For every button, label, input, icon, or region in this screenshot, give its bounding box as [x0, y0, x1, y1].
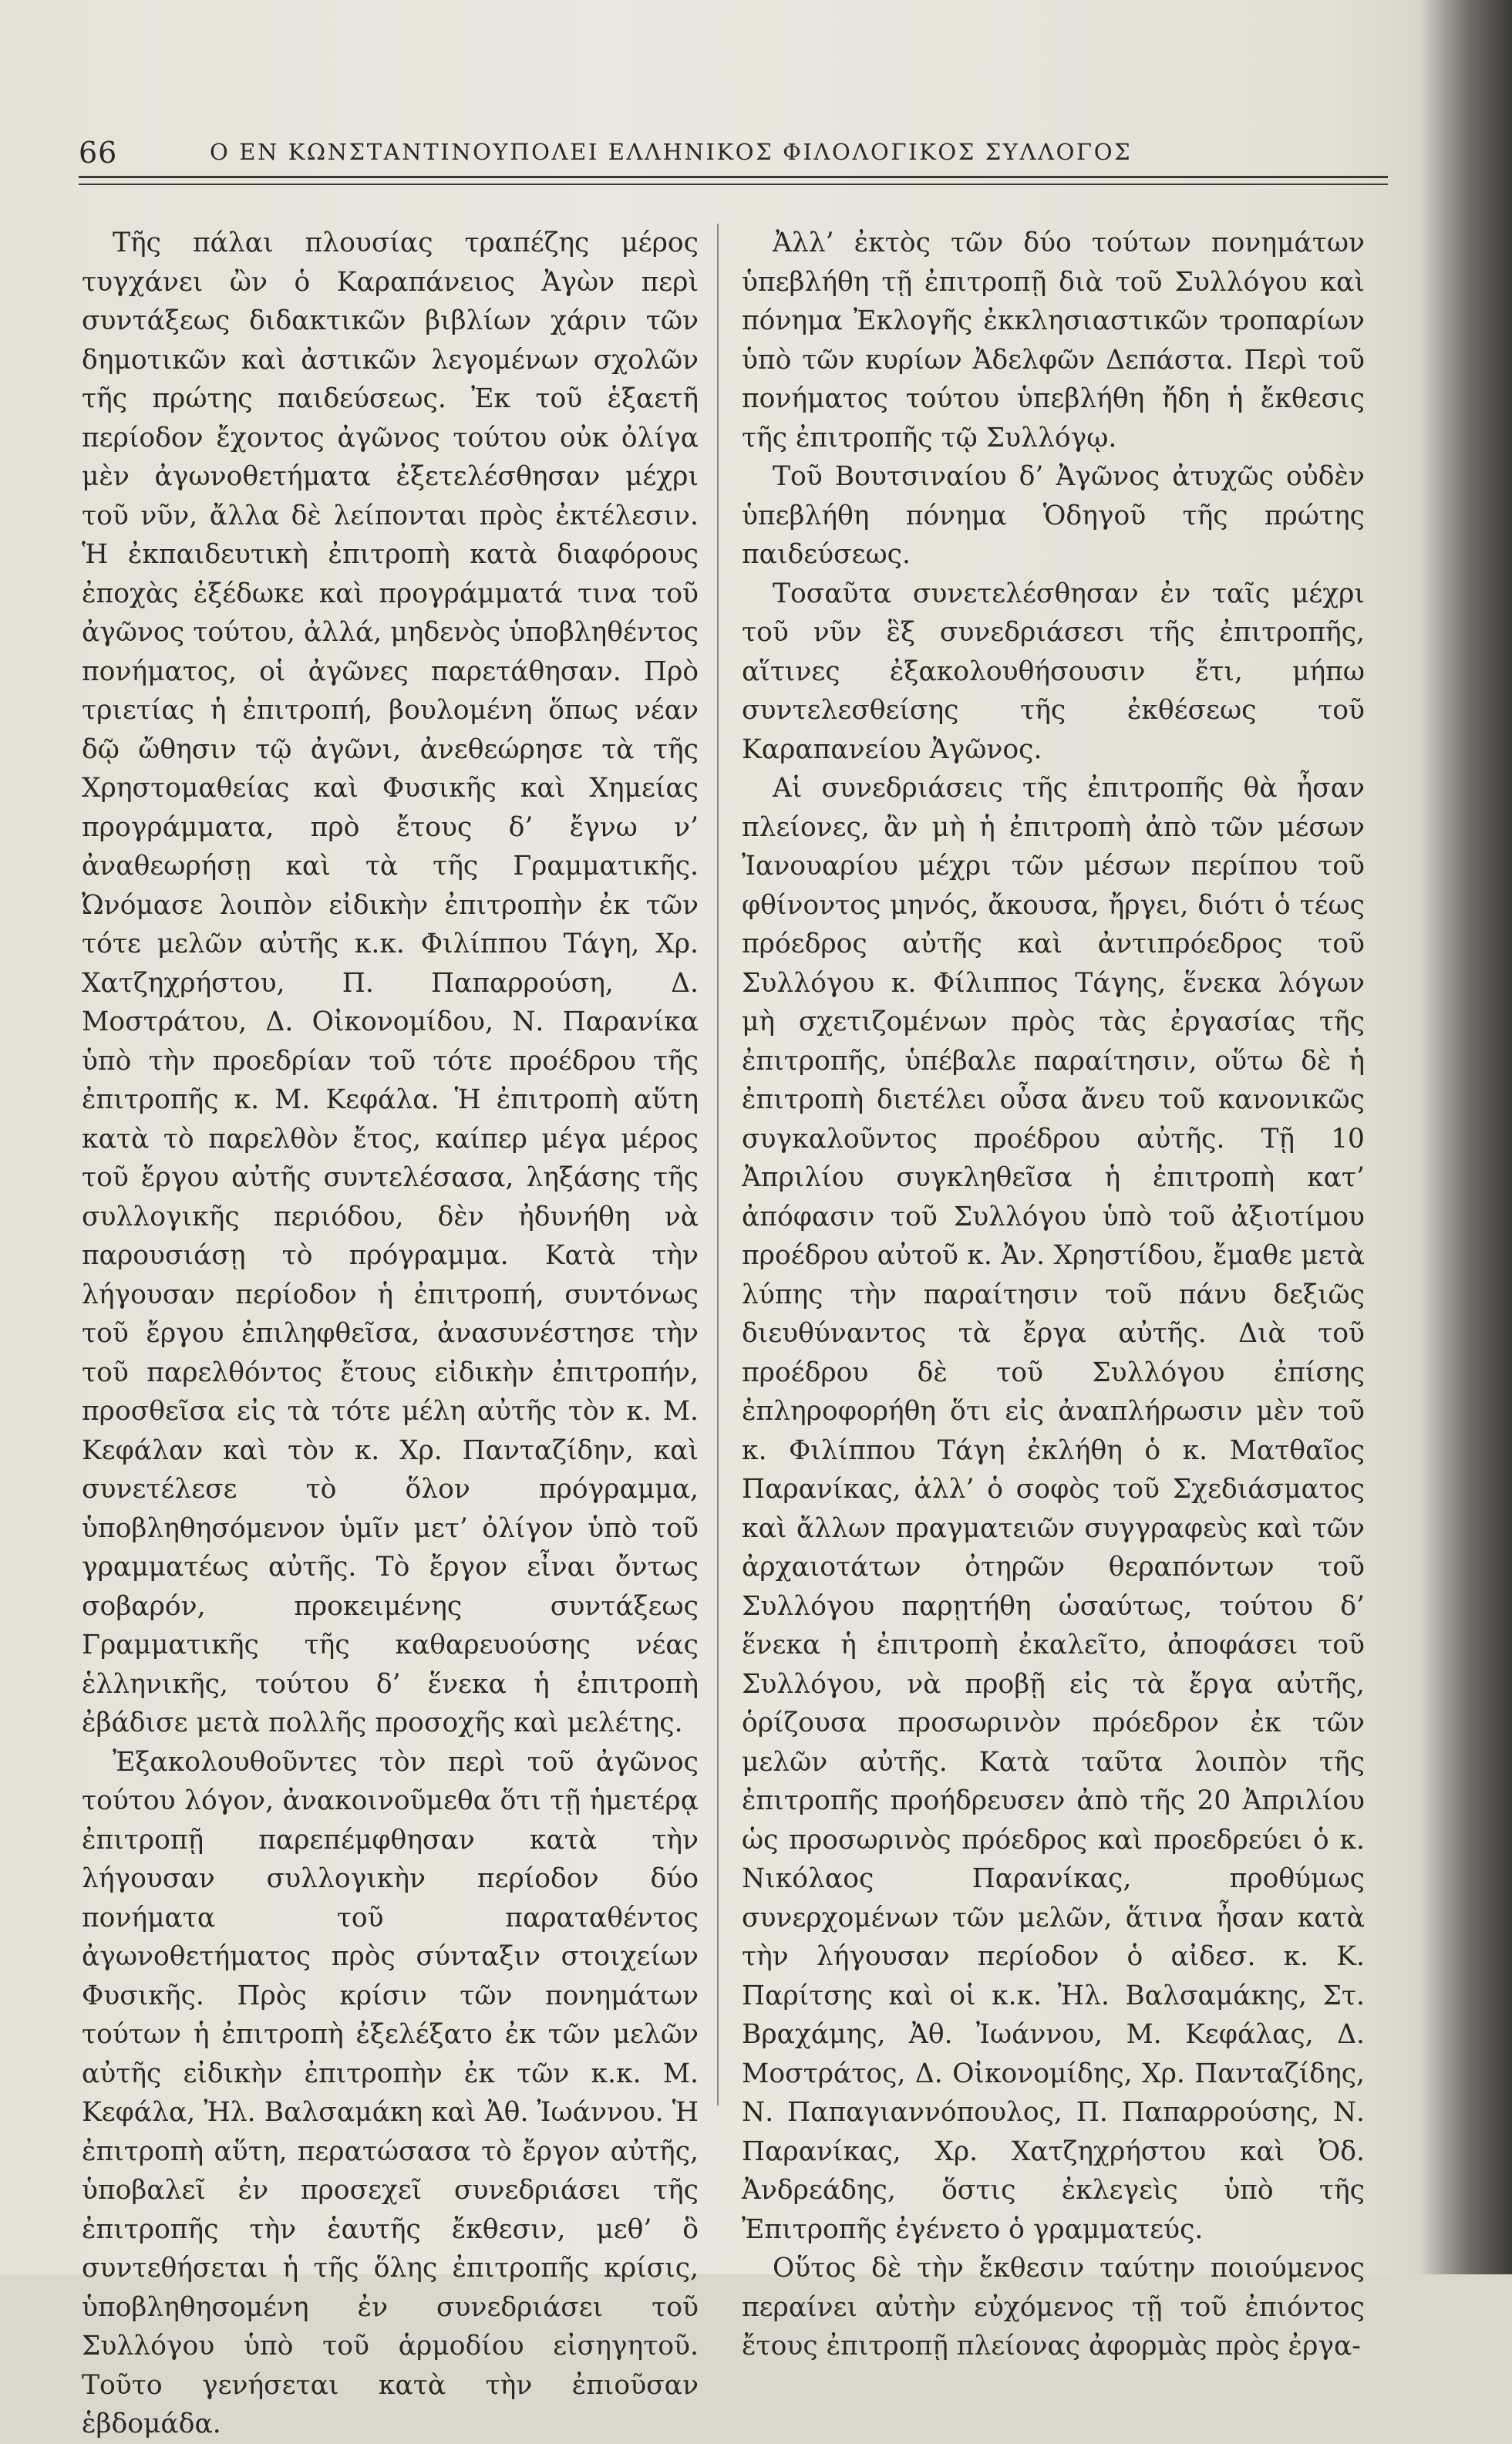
paragraph: Τοσαῦτα συνετελέσθησαν ἐν ταῖς μέχρι τοῦ νῦν ἓξ συνεδριάσεσι τῆς ἐπιτροπῆς, αἵτινες ἐξακολουθήσουσιν ἔτι, μήπω συντελεσθείσης τῆς ἐκθέσεως τοῦ Καραπανείου Ἀγῶνος.: [742, 578, 1365, 765]
paragraph: Τῆς πάλαι πλουσίας τραπέζης μέρος τυγχάνει ὢν ὁ Καραπάνειος Ἀγὼν περὶ συντάξεως διδακτικῶν βιβλίων χάριν τῶν δημοτικῶν καὶ ἀστικῶν λεγομένων σχολῶν τῆς πρώτης παιδεύσεως. Ἐκ τοῦ ἑξαετῆ περίοδον ἔχοντος ἀγῶνος τούτου οὐκ ὀλίγα μὲν ἀγωνοθετήματα ἐξετελέσθησαν μέχρι τοῦ νῦν, ἄλλα δὲ λείπονται πρὸς ἐκτέλεσιν. Ἡ ἐκπαιδευτικὴ ἐπιτροπὴ κατὰ διαφόρους ἐποχὰς ἐξέδωκε καὶ προγράμματά τινα τοῦ ἀγῶνος τούτου, ἀλλά, μηδενὸς ὑποβληθέντος πονήματος, οἱ ἀγῶνες παρετάθησαν. Πρὸ τριετίας ἡ ἐπιτροπή, βουλομένη ὅπως νέαν δῷ ὤθησιν τῷ ἀγῶνι, ἀνεθεώρησε τὰ τῆς Χρηστομαθείας καὶ Φυσικῆς καὶ Χημείας προγράμματα, πρὸ ἔτους δ’ ἔγνω ν’ ἀναθεωρήσῃ καὶ τὰ τῆς Γραμματικῆς. Ὠνόμασε λοιπὸν εἰδικὴν ἐπιτροπὴν ἐκ τῶν τότε μελῶν αὐτῆς κ.κ. Φιλίππου Τάγη, Χρ. Χατζηχρήστου, Π. Παπαρρούση, Δ. Μοστράτου, Δ. Οἰκονομίδου, Ν. Παρανίκα ὑπὸ τὴν προεδρίαν τοῦ τότε προέδρου τῆς ἐπιτροπῆς κ. Μ. Κεφάλα. Ἡ ἐπιτροπὴ αὕτη κατὰ τὸ παρελθὸν ἔτος, καίπερ μέγα μέρος τοῦ ἔργου αὐτῆς συντελέσασα, ληξάσης τῆς συλλογικῆς περιόδου, δὲν ἠδυνήθη νὰ παρουσιάσῃ τὸ πρόγραμμα. Κατὰ τὴν λήγουσαν περίοδον ἡ ἐπιτροπή, συντόνως τοῦ ἔργου ἐπιληφθεῖσα, ἀνασυνέστησε τὴν τοῦ παρελθόντος ἔτους εἰδικὴν ἐπιτροπήν, προσθεῖσα εἰς τὰ τότε μέλη αὐτῆς τὸν κ. Μ. Κεφάλαν καὶ τὸν κ. Χρ. Πανταζίδην, καὶ συνετέλεσε τὸ ὅλον πρόγραμμα, ὑποβληθησόμενον ὑμῖν μετ’ ὀλίγον ὑπὸ τοῦ γραμματέως αὐτῆς. Τὸ ἔργον εἶναι ὄντως σοβαρόν, προκειμένης συντάξεως Γραμματικῆς τῆς καθαρευούσης νέας ἑλληνικῆς, τούτου δ’ ἕνεκα ἡ ἐπιτροπὴ ἐβάδισε μετὰ πολλῆς προσοχῆς καὶ μελέτης.: [82, 228, 699, 1738]
column-divider: [717, 224, 719, 2105]
header-rule-bottom: [79, 184, 1388, 185]
paragraph: Τοῦ Βουτσιναίου δ’ Ἀγῶνος ἀτυχῶς οὐδὲν ὑπεβλήθη πόνημα Ὁδηγοῦ τῆς πρώτης παιδεύσεως.: [742, 461, 1365, 570]
page-number: 66: [79, 136, 118, 170]
header-rule-top: [79, 176, 1388, 178]
page-header: [79, 136, 1388, 170]
paragraph: Ἐξακολουθοῦντες τὸν περὶ τοῦ ἀγῶνος τούτου λόγον, ἀνακοινοῦμεθα ὅτι τῇ ἡμετέρᾳ ἐπιτροπῇ παρεπέμφθησαν κατὰ τὴν λήγουσαν συλλογικὴν περίοδον δύο πονήματα τοῦ παραταθέντος ἀγωνοθετήματος πρὸς σύνταξιν στοιχείων Φυσικῆς. Πρὸς κρίσιν τῶν πονημάτων τούτων ἡ ἐπιτροπὴ ἐξελέξατο ἐκ τῶν μελῶν αὐτῆς εἰδικὴν ἐπιτροπὴν ἐκ τῶν κ.κ. Μ. Κεφάλα, Ἠλ. Βαλσαμάκη καὶ Ἀθ. Ἰωάννου. Ἡ ἐπιτροπὴ αὕτη, περατώσασα τὸ ἔργον αὐτῆς, ὑποβαλεῖ ἐν προσεχεῖ συνεδριάσει τῆς ἐπιτροπῆς τὴν ἑαυτῆς ἔκθεσιν, μεθ’ ὃ συντεθήσεται ἡ τῆς ὅλης ἐπιτροπῆς κρίσις, ὑποβληθησομένη ἐν συνεδριάσει τοῦ Συλλόγου ὑπὸ τοῦ ἁρμοδίου εἰσηγητοῦ. Τοῦτο γενήσεται κατὰ τὴν ἐπιοῦσαν ἑβδομάδα.: [82, 1746, 699, 2439]
paragraph: Αἱ συνεδριάσεις τῆς ἐπιτροπῆς θὰ ἦσαν πλείονες, ἂν μὴ ἡ ἐπιτροπὴ ἀπὸ τῶν μέσων Ἰανουαρίου μέχρι τῶν μέσων περίπου τοῦ φθίνοντος μηνός, ἄκουσα, ἤργει, διότι ὁ τέως πρόεδρος αὐτῆς καὶ ἀντιπρόεδρος τοῦ Συλλόγου κ. Φίλιππος Τάγης, ἕνεκα λόγων μὴ σχετιζομένων πρὸς τὰς ἐργασίας τῆς ἐπιτροπῆς, ὑπέβαλε παραίτησιν, οὕτω δὲ ἡ ἐπιτροπὴ διετέλει οὖσα ἄνευ τοῦ κανονικῶς συγκαλοῦντος προέδρου αὐτῆς. Τῇ 10 Ἀπριλίου συγκληθεῖσα ἡ ἐπιτροπὴ κατ’ ἀπόφασιν τοῦ Συλλόγου ὑπὸ τοῦ ἀξιοτίμου προέδρου αὐτοῦ κ. Ἀν. Χρηστίδου, ἔμαθε μετὰ λύπης τὴν παραίτησιν τοῦ πάνυ δεξιῶς διευθύναντος τὰ ἔργα αὐτῆς. Διὰ τοῦ προέδρου δὲ τοῦ Συλλόγου ἐπίσης ἐπληροφορήθη ὅτι εἰς ἀναπλήρωσιν μὲν τοῦ κ. Φιλίππου Τάγη ἐκλήθη ὁ κ. Ματθαῖος Παρανίκας, ἀλλ’ ὁ σοφὸς τοῦ Σχεδιάσματος καὶ ἄλλων πραγματειῶν συγγραφεὺς καὶ τῶν ἀρχαιοτάτων ὀτηρῶν θεραπόντων τοῦ Συλλόγου παρῃτήθη ὡσαύτως, τούτου δ’ ἕνεκα ἡ ἐπιτροπὴ ἐκαλεῖτο, ἀποφάσει τοῦ Συλλόγου, νὰ προβῇ εἰς τὰ ἔργα αὐτῆς, ὁρίζουσα προσωρινὸν πρόεδρον ἐκ τῶν μελῶν αὐτῆς. Κατὰ ταῦτα λοιπὸν τῆς ἐπιτροπῆς προήδρευσεν ἀπὸ τῆς 20 Ἀπριλίου ὡς προσωρινὸς πρόεδρος καὶ προεδρεύει ὁ κ. Νικόλαος Παρανίκας, προθύμως συνερχομένων τῶν μελῶν, ἅτινα ἦσαν κατὰ τὴν λήγουσαν περίοδον ὁ αἰδεσ. κ. Κ. Παρίτσης καὶ οἱ κ.κ. Ἠλ. Βαλσαμάκης, Στ. Βραχάμης, Ἀθ. Ἰωάννου, Μ. Κεφάλας, Δ. Μοστράτος, Δ. Οἰκονομίδης, Χρ. Πανταζίδης, Ν. Παπαγιαννόπουλος, Π. Παπαρρούσης, Ν. Παρανίκας, Χρ. Χατζηχρήστου καὶ Ὀδ. Ἀνδρεάδης, ὅστις ἐκλεγεὶς ὑπὸ τῆς Ἐπιτροπῆς ἐγένετο ὁ γραμματεύς.: [742, 773, 1365, 2245]
right-column: [742, 224, 1365, 2366]
paragraph: Ἀλλ’ ἐκτὸς τῶν δύο τούτων πονημάτων ὑπεβλήθη τῇ ἐπιτροπῇ διὰ τοῦ Συλλόγου καὶ πόνημα Ἐκλογῆς ἐκκλησιαστικῶν τροπαρίων ὑπὸ τῶν κυρίων Ἀδελφῶν Δεπάστα. Περὶ τοῦ πονήματος τούτου ὑπεβλήθη ἤδη ἡ ἔκθεσις τῆς ἐπιτροπῆς τῷ Συλλόγῳ.: [742, 228, 1365, 453]
running-head: Ο ΕΝ ΚΩΝΣΤΑΝΤΙΝΟΥΠΟΛΕΙ ΕΛΛΗΝΙΚΟΣ ΦΙΛΟΛΟΓΙΚΟΣ ΣΥΛΛΟΓΟΣ: [210, 139, 1133, 165]
book-gutter-shadow: [1419, 0, 1512, 2274]
left-column: [82, 224, 699, 2444]
paragraph: Οὕτος δὲ τὴν ἔκθεσιν ταύτην ποιούμενος περαίνει αὐτὴν εὐχόμενος τῇ τοῦ ἐπιόντος ἔτους ἐπιτροπῇ πλείονας ἀφορμὰς πρὸς ἐργα-: [742, 2253, 1365, 2361]
